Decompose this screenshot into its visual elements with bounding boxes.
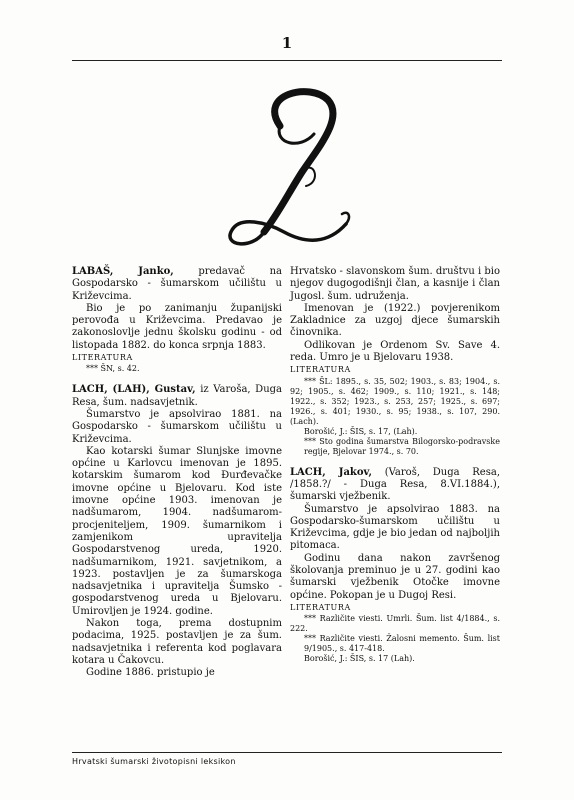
literature-reference: Borošić, J.: ŠIS, s. 17, (Lah). — [304, 426, 418, 436]
bottom-rule — [72, 752, 502, 753]
literature-heading: LITERATURA — [72, 353, 133, 363]
entry-description: predavač na Gospodarsko - šumarskom učilištu u Križevcima. — [72, 266, 282, 302]
entry-name: LABAŠ, Janko, — [72, 266, 174, 277]
body-paragraph: Odlikovan je Ordenom Sv. Save 4. reda. Umro je u Bjelovaru 1938. — [290, 339, 500, 364]
literature-reference: *** Sto godina šumarstva Bilogorsko-podravske regije, Bjelovar 1974., s. 70. — [304, 436, 500, 456]
footer-title: Hrvatski šumarski životopisni leksikon — [72, 757, 236, 766]
page-number: 1 — [281, 34, 293, 52]
body-paragraph: Šumarstvo je apsolvirao 1881. na Gospodarsko - šumarskom učilištu u Križevcima. — [72, 408, 282, 445]
right-column — [290, 266, 500, 664]
entry-gap — [72, 374, 282, 384]
literature-reference: *** Različite viesti. Žalosni memento. Šum. list 9/1905., s. 417-418. — [304, 634, 500, 654]
literature-reference: *** Različite viesti. Umrli. Šum. list 4/1884., s. 222. — [290, 614, 500, 634]
entry-name: LACH, Jakov, — [290, 466, 372, 478]
body-paragraph: Hrvatsko - slavonskom šum. društvu i bio njegov dugogodišnji član, a kasnije i član Jugosl. šum. udruženja. — [290, 266, 500, 302]
body-paragraph: Šumarstvo je apsolvirao 1883. na Gospodarsko-šumarskom učilištu u Križevcima, gdje je bio jedan od najboljih pitomaca. — [290, 503, 500, 552]
left-column — [72, 266, 282, 680]
entry-heading — [72, 384, 282, 409]
entry-gap — [290, 457, 500, 467]
top-rule — [72, 60, 502, 61]
literature-reference: *** ŠN, s. 42. — [86, 364, 140, 374]
entry-name: LACH, (LAH), Gustav, — [72, 384, 196, 396]
body-paragraph: Bio je po zanimanju županijski perovođa u Križevcima. Predavao je zakonoslovlje jednu školsku godinu - od listopada 1882. do konca srpnja 1883. — [72, 302, 282, 351]
body-paragraph: Godinu dana nakon završenog školovanja preminuo je u 27. godini kao šumarski vježbenik Otočke imovne općine. Pokopan je u Dugoj Resi. — [290, 552, 500, 601]
body-paragraph: Imenovan je (1922.) povjerenikom Zakladnice za uzgoj djece šumarskih činovnika. — [290, 302, 500, 339]
entry-heading — [72, 266, 282, 303]
entry-heading — [290, 467, 500, 504]
literature-reference: *** ŠL: 1895., s. 35, 502; 1903., s. 83; 1904., s. 92; 1905., s. 462; 1909., s. 110; 1921., s. 148; 1922., s. 352; 1923., s. 253, 257; 1925., s. 697; 1926., s. 401; 1930., s. 95; 1938., s. 107, 290. (Lach). — [290, 376, 500, 426]
body-paragraph: Kao kotarski šumar Slunjske imovne općine u Karlovcu imenovan je 1895. kotarskim šumarom kod Đurđevačke imovne općine u Bjelovaru. Kod iste imovne općine 1903. imenovan je nadšumarom, 1904. nadšumarom-procjeniteljem, 1909. šumarnikom i zamjenikom upravitelja Gospodarstvenog ureda, 1920. nadšumarnikom, 1921. savjetnikom, a 1923. postavljen je za šumarskoga nadsavjetnika i upravitelja Šumsko - gospodarstvenog ureda u Bjelovaru. Umirovljen je 1924. godine. — [72, 445, 282, 617]
entry-description: (Varoš, Duga Resa, /1858.?/ - Duga Resa, 8.VI.1884.), šumarski vježbenik. — [290, 466, 500, 503]
body-paragraph: Godine 1886. pristupio je — [86, 667, 215, 679]
entry-description: iz Varoša, Duga Resa, šum. nadsavjetnik. — [72, 384, 282, 408]
literature-heading: LITERATURA — [290, 602, 351, 612]
literature-heading: LITERATURA — [290, 365, 351, 375]
literature-reference: Borošić, J.: ŠIS, s. 17 (Lah). — [304, 654, 415, 664]
decorative-initial-l — [218, 86, 358, 256]
initial-letter: L — [218, 86, 219, 87]
body-paragraph: Nakon toga, prema dostupnim podacima, 1925. postavljen je za šum. nadsavjetnika i referenta kod poglavara kotara u Čakovcu. — [72, 618, 282, 666]
